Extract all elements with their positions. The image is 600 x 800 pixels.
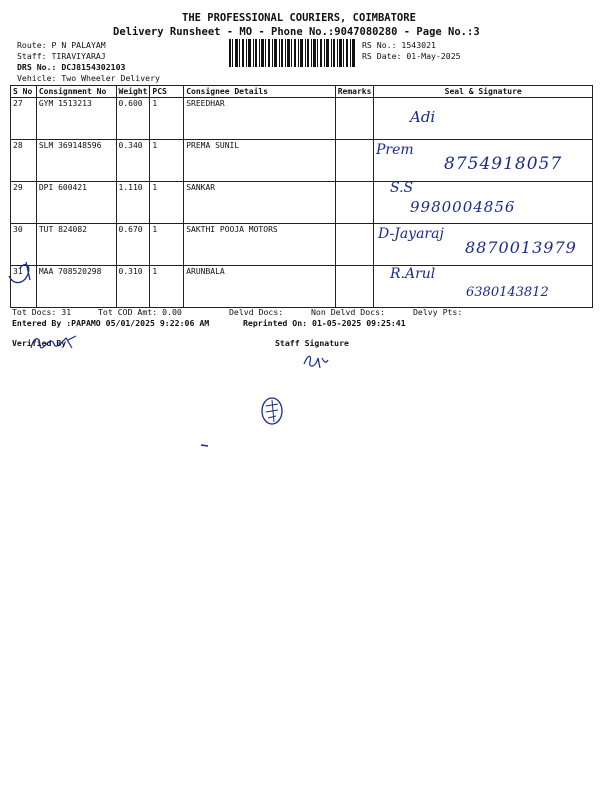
non-delivered-docs: Non Delvd Docs: xyxy=(311,307,385,317)
delivery-points: Delvy Pts: xyxy=(413,307,463,317)
company-title: THE PROFESSIONAL COURIERS, COIMBATORE xyxy=(182,12,416,24)
cell-remarks xyxy=(335,140,374,182)
cell-remarks xyxy=(335,266,374,308)
cell-pcs: 1 xyxy=(150,182,184,224)
cell-consignee: SREEDHAR xyxy=(184,98,336,140)
cell-pcs: 1 xyxy=(150,266,184,308)
cell-remarks xyxy=(335,98,374,140)
col-header-pcs: PCS xyxy=(150,86,184,98)
staff-signature-label: Staff Signature xyxy=(275,338,349,348)
handwritten-signature: R.Arul xyxy=(390,266,436,282)
col-header-consignment: Consignment No xyxy=(36,86,116,98)
handwritten-signature: Adi xyxy=(410,108,436,126)
cell-consignment: GYM 1513213 xyxy=(36,98,116,140)
cell-weight: 0.600 xyxy=(116,98,150,140)
handwritten-signature: D-Jayaraj xyxy=(378,226,444,242)
stamp-doodle xyxy=(258,394,288,428)
staff-label: Staff: TIRAVIYARAJ xyxy=(17,51,106,61)
rs-number: RS No.: 1543021 xyxy=(362,40,436,50)
total-cod-amount: Tot COD Amt: 0.00 xyxy=(98,307,182,317)
col-header-sno: S No xyxy=(11,86,37,98)
scribble-mark xyxy=(6,258,38,288)
handwritten-phone: 6380143812 xyxy=(466,285,549,300)
table-row xyxy=(11,98,593,140)
col-header-weight: Weight xyxy=(116,86,150,98)
cell-weight: 1.110 xyxy=(116,182,150,224)
cell-sno: 31 xyxy=(11,266,37,308)
table-header-row xyxy=(11,86,593,98)
rs-date: RS Date: 01-May-2025 xyxy=(362,51,461,61)
verifier-signature xyxy=(28,330,80,356)
ink-dot xyxy=(198,440,212,450)
cell-consignee: SANKAR xyxy=(184,182,336,224)
handwritten-phone: 9980004856 xyxy=(410,198,516,216)
cell-consignment: DPI 600421 xyxy=(36,182,116,224)
cell-weight: 0.340 xyxy=(116,140,150,182)
col-header-remarks: Remarks xyxy=(335,86,374,98)
handwritten-signature: Prem xyxy=(376,142,414,158)
cell-sno: 28 xyxy=(11,140,37,182)
cell-sno: 30 xyxy=(11,224,37,266)
entered-by: Entered By :PAPAMO 05/01/2025 9:22:06 AM xyxy=(12,318,210,328)
reprinted-on: Reprinted On: 01-05-2025 09:25:41 xyxy=(243,318,406,328)
cell-consignment: MAA 708520298 xyxy=(36,266,116,308)
cell-weight: 0.670 xyxy=(116,224,150,266)
cell-signature xyxy=(374,98,593,140)
col-header-signature: Seal & Signature xyxy=(374,86,593,98)
cell-sno: 29 xyxy=(11,182,37,224)
drs-label: DRS No.: DCJ8154302103 xyxy=(17,62,126,72)
cell-pcs: 1 xyxy=(150,98,184,140)
staff-signature-mark xyxy=(300,350,330,372)
cell-remarks xyxy=(335,224,374,266)
cell-consignment: TUT 824082 xyxy=(36,224,116,266)
cell-remarks xyxy=(335,182,374,224)
cell-consignee: ARUNBALA xyxy=(184,266,336,308)
verified-by-label: Verified By xyxy=(12,338,67,348)
cell-pcs: 1 xyxy=(150,140,184,182)
runsheet-table xyxy=(10,85,593,308)
handwritten-phone: 8870013979 xyxy=(465,238,577,257)
vehicle-label: Vehicle: Two Wheeler Delivery xyxy=(17,73,160,83)
runsheet-title: Delivery Runsheet - MO - Phone No.:9047080280 - Page No.:3 xyxy=(113,26,480,38)
cell-weight: 0.310 xyxy=(116,266,150,308)
cell-consignee: SAKTHI POOJA MOTORS xyxy=(184,224,336,266)
route-label: Route: P N PALAYAM xyxy=(17,40,106,50)
cell-pcs: 1 xyxy=(150,224,184,266)
col-header-consignee: Consignee Details xyxy=(184,86,336,98)
cell-sno: 27 xyxy=(11,98,37,140)
barcode xyxy=(229,39,355,67)
handwritten-signature: S.S xyxy=(390,180,414,196)
cell-consignee: PREMA SUNIL xyxy=(184,140,336,182)
delivered-docs: Delvd Docs: xyxy=(229,307,284,317)
handwritten-phone: 8754918057 xyxy=(444,154,563,174)
total-docs: Tot Docs: 31 xyxy=(12,307,72,317)
cell-consignment: SLM 369148596 xyxy=(36,140,116,182)
